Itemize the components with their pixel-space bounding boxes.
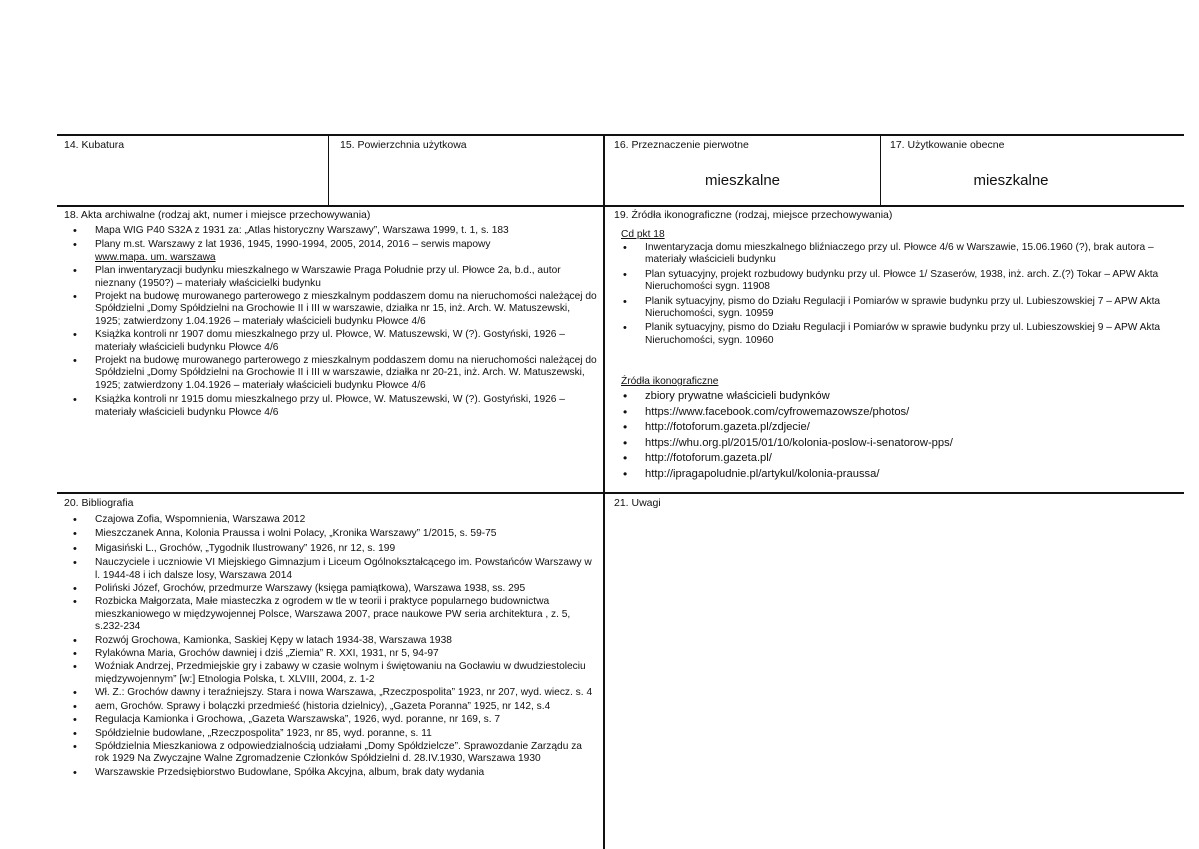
akta-list	[64, 225, 598, 419]
list-item: • Woźniak Andrzej, Przedmiejskie gry i zabawy w czasie wolnym i świętowaniu na Gocławiu w dwudziestoleciu międzywojennym” [w:] Etnologia Polska, t. XLVIII, 2004, z. 1-2	[64, 661, 598, 686]
list-item: • Migasiński L., Grochów, „Tygodnik Ilustrowany” 1926, nr 12, s. 199	[64, 543, 598, 555]
list-item: • Inwentaryzacja domu mieszkalnego bliźniaczego przy ul. Płowce 4/6 w Warszawie, 15.06.1960 (?), brak autora – materiały właścicieli budynku	[614, 242, 1174, 267]
ikono-list	[614, 389, 1174, 482]
list-item: • Planik sytuacyjny, pismo do Działu Regulacji i Pomiarów w sprawie budynku przy ul. Lubieszowskiej 9 – APW Akta Nieruchomości, sygn. 10960	[614, 322, 1174, 347]
bibliografia-list	[64, 514, 598, 779]
list-item: • Spółdzielnie budowlane, „Rzeczpospolita” 1923, nr 85, wyd. poranne, s. 11	[64, 728, 598, 740]
list-item: • Planik sytuacyjny, pismo do Działu Regulacji i Pomiarów w sprawie budynku przy ul. Lubieszowskiej 7 – APW Akta Nieruchomości, sygn. 10959	[614, 296, 1174, 321]
uzytkowanie-value: mieszkalne	[973, 172, 1049, 189]
row1-divider-1	[328, 134, 329, 207]
uwagi-label: 21. Uwagi	[614, 497, 661, 509]
list-item: • aem, Grochów. Sprawy i bolączki przedmieść (historia dzielnicy), „Gazeta Poranna” 1925, nr 142, s.4	[64, 701, 598, 713]
uzytkowanie-label: 17. Użytkowanie obecne	[890, 139, 1005, 151]
cd-reference: Cd pkt 18	[621, 229, 665, 240]
list-item: • Nauczyciele i uczniowie VI Miejskiego Gimnazjum i Liceum Ogólnokształcącego im. Powstańców Warszawy w l. 1944-48 i ich dalsze losy, Warszawa 2014	[64, 557, 598, 582]
list-item[interactable]: • http://fotoforum.gazeta.pl/zdjecie/	[614, 420, 1174, 436]
kubatura-label: 14. Kubatura	[64, 139, 125, 151]
list-item: • Plan inwentaryzacji budynku mieszkalnego w Warszawie Praga Południe przy ul. Płowce 2a, b.d., autor nieznany (1950?) – materiały właścicielki budynku	[64, 265, 598, 290]
row1-bottom-border	[57, 205, 1184, 207]
list-item: • Rylakówna Maria, Grochów dawniej i dziś „Ziemia” R. XXI, 1931, nr 5, 94-97	[64, 648, 598, 660]
list-item: • Czajowa Zofia, Wspomnienia, Warszawa 2012	[64, 514, 598, 526]
list-item: • Książka kontroli nr 1907 domu mieszkalnego przy ul. Płowce, W. Matuszewski, W (?). Gostyński, 1926 – materiały właścicieli budynku Płowce 4/6	[64, 329, 598, 354]
przeznaczenie-value: mieszkalne	[704, 172, 781, 189]
list-item: • Rozwój Grochowa, Kamionka, Saskiej Kępy w latach 1934-38, Warszawa 1938	[64, 635, 598, 647]
list-item[interactable]: • http://ipragapoludnie.pl/artykul/kolonia-praussa/	[614, 467, 1174, 483]
row1-divider-3	[880, 134, 881, 207]
list-item: • Projekt na budowę murowanego parterowego z mieszkalnym poddaszem domu na nieruchomości należącej do Spółdzielni „Domy Spółdzielni na Grochowie II i III w warszawie, działka nr 15, inż. Arch. W. Matuszewski, 1925; zatwierdzony 1.04.1926 – materiały właścicieli budynku Płowce 4/6	[64, 291, 598, 328]
zrodla-label: 19. Źródła ikonograficzne (rodzaj, miejsce przechowywania)	[614, 209, 893, 221]
przeznaczenie-label: 16. Przeznaczenie pierwotne	[614, 139, 749, 151]
main-divider	[603, 134, 605, 849]
list-item: • Mapa WIG P40 S32A z 1931 za: „Atlas historyczny Warszawy”, Warszawa 1999, t. 1, s. 183	[64, 225, 598, 237]
akta-label: 18. Akta archiwalne (rodzaj akt, numer i miejsce przechowywania)	[64, 209, 371, 221]
list-item: • Książka kontroli nr 1915 domu mieszkalnego przy ul. Płowce, W. Matuszewski, W (?). Gostyński, 1926 – materiały właścicieli budynku Płowce 4/6	[64, 394, 598, 419]
list-item[interactable]: • http://fotoforum.gazeta.pl/	[614, 451, 1174, 467]
list-item: • Plan sytuacyjny, projekt rozbudowy budynku przy ul. Płowce 1/ Szaserów, 1938, inż. arch. Z.(?) Tokar – APW Akta Nieruchomości sygn. 11908	[614, 269, 1174, 294]
row2-bottom-border	[57, 492, 1184, 494]
bibliografia-label: 20. Bibliografia	[64, 497, 134, 509]
list-item: • zbiory prywatne właścicieli budynków	[614, 389, 1174, 405]
list-item: • Rozbicka Małgorzata, Małe miasteczka z ogrodem w tle w teorii i praktyce popularnego budownictwa mieszkaniowego w międzywojennej Polsce, Warszawa 2007, prace naukowe PW seria architektura , z. 5, s.232-234	[64, 596, 598, 633]
table-top-border	[57, 134, 1184, 136]
list-item: • Projekt na budowę murowanego parterowego z mieszkalnym poddaszem domu na nieruchomości należącej do Spółdzielni „Domy Spółdzielni na Grochowie II i III w warszawie, działka nr 20-21, inż. Arch. W. Matuszewski, 1925; zatwierdzony 1.04.1926 – materiały właścicieli budynku Płowce 4/6	[64, 355, 598, 392]
list-item[interactable]: • https://www.facebook.com/cyfrowemazowsze/photos/	[614, 405, 1174, 421]
list-item[interactable]: • https://whu.org.pl/2015/01/10/kolonia-poslow-i-senatorow-pps/	[614, 436, 1174, 452]
list-item: • Poliński Józef, Grochów, przedmurze Warszawy (księga pamiątkowa), Warszawa 1938, ss. 295	[64, 583, 598, 595]
list-item: • Regulacja Kamionka i Grochowa, „Gazeta Warszawska”, 1926, wyd. poranne, nr 169, s. 7	[64, 714, 598, 726]
list-item: • Wł. Z.: Grochów dawny i teraźniejszy. Stara i nowa Warszawa, „Rzeczpospolita” 1923, nr 207, wyd. wiecz. s. 4	[64, 687, 598, 699]
ikono-heading: Źródła ikonograficzne	[621, 376, 719, 387]
powierzchnia-label: 15. Powierzchnia użytkowa	[340, 139, 467, 151]
mapa-link[interactable]: www.mapa. um. warszawa	[95, 251, 216, 263]
zrodla-list	[614, 242, 1174, 347]
list-item: • Plany m.st. Warszawy z lat 1936, 1945, 1990-1994, 2005, 2014, 2016 – serwis mapowy www.mapa. um. warszawa	[64, 239, 598, 264]
list-item: • Mieszczanek Anna, Kolonia Praussa i wolni Polacy, „Kronika Warszawy” 1/2015, s. 59-75	[64, 528, 598, 540]
list-item: • Warszawskie Przedsiębiorstwo Budowlane, Spółka Akcyjna, album, brak daty wydania	[64, 767, 598, 779]
list-item: • Spółdzielnia Mieszkaniowa z odpowiedzialnością udziałami „Domy Spółdzielcze”. Sprawozdanie Zarządu za rok 1929 Na Zwyczajne Walne Zgromadzenie Członków Spółdzielni d. 28.IV.1930, Warszawa 1930	[64, 741, 598, 766]
